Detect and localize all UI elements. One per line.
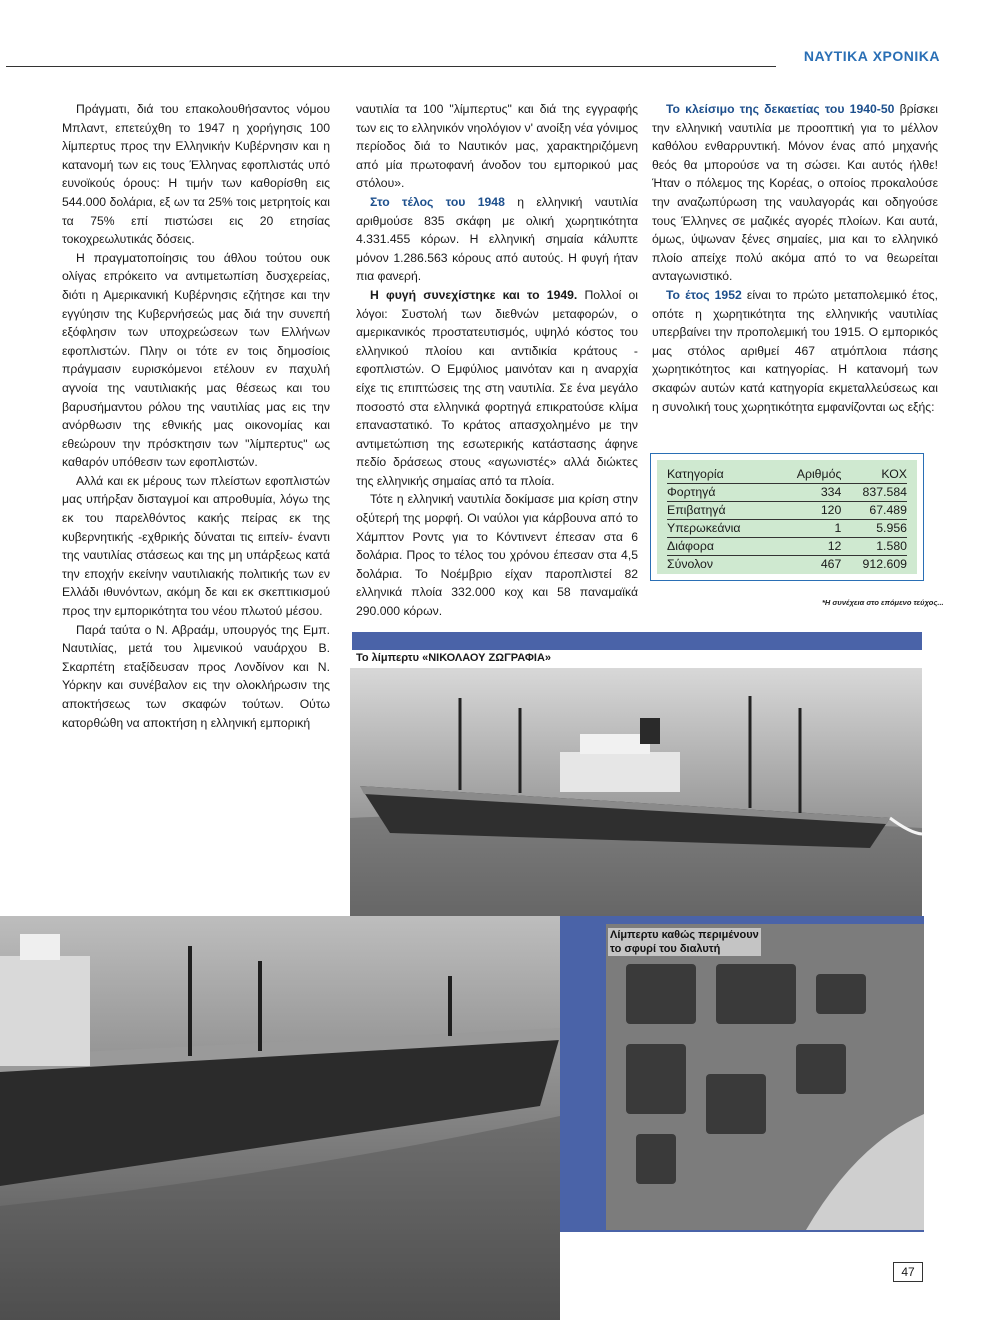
table-row [667,538,907,556]
table-row [667,520,907,538]
header-rule [6,66,776,67]
table-cell: Υπερωκεάνια [667,520,776,538]
table-cell: 912.609 [862,557,907,571]
table-cell: 5.956 [841,520,907,538]
paragraph: Η πραγματοποίησις του άθλου τούτου ουκ ολίγας επρόκειτο να αντιμετωπίση δυσχερείας, διότι η Αμερικανική Κυβέρνησις εζήτησε και την εγγύησιν της Κυβερνήσεώς μας διά την συνεπή εξόφλησιν των υποχρεώσεων των Ελλήνων εφοπλιστών. Πλην οι τότε εν τοις δημοσίοις πράγμασιν ευρισκόμενοι ετέλουν εν παχυλή αγνοία της ναυτιλιακής μας θέσεως και του βαρυσήμαντου ρόλου της ναυτιλίας μας εις την ανόρθωσιν της εθνικής μας οικονομίας και εθεώρουν την πρόσκτησιν των "λίμπερτυς" ως καθαρόν υπόθεσιν των εφοπλιστών. [62,250,330,470]
table-header: Κατηγορία [667,466,776,484]
paragraph: Τότε η ελληνική ναυτιλία δοκίμασε μια κρίση στην οξύτερή της μορφή. Οι ναύλοι για κάρβουνα από το Χάμπτον Ροντς για το Κόντινεντ έπεσαν στα 6 δολάρια. Προς το τέλος του χρόνου έπεσαν στα 4,5 δολάρια. Το Νοέμβριο είχαν παροπλιστεί 82 ελληνικά πλοία 332.000 κοχ και 58 παναμαϊκά 290.000 κόρων. [356,492,638,619]
table-cell: 12 [776,538,842,556]
table-cell: 1.580 [841,538,907,556]
photo-caption [608,928,761,956]
table-cell: 837.584 [841,484,907,502]
table-cell: Επιβατηγά [667,502,776,520]
paragraph: ναυτιλία τα 100 "λίμπερτυς" και διά της εγγραφής των εις το ελληνικόν νηολόγιον ν' ανοίξη νέα γόνιμος περίοδος διά το Ναυτικόν μας, χαρακτηριζόμενη από μία πρωτοφανή άνοδον του εμπορικού μας στόλου». [356,102,638,191]
table-header: ΚΟΧ [841,466,907,484]
table-cell: Φορτηγά [667,484,776,502]
photo-caption: Το λίμπερτυ «ΝΙΚΟΛΑΟΥ ΖΩΓΡΑΦΙΑ» [356,652,552,664]
table-cell: 120 [776,502,842,520]
paragraph-lead: Στο τέλος του 1948 [370,194,505,209]
column-3 [652,100,938,416]
column-2 [356,100,638,621]
paragraph-text: είναι το πρώτο μεταπολεμικό έτος, οπότε η χωρητικότητα της ελληνικής ναυτιλίας υπερβαίνει την προπολεμική του 1915. Ο εμπορικός μας στόλος αριθμεί 467 ατμόπλοια πάσης χωρητικότητος και κατηγορίας. Η κατανομή των σκαφών αυτών κατά κατηγορία εκμεταλλεύσεως και η συνολική τους χωρητικότητα εμφανίζονται ως εξής: [652,287,938,414]
table-cell: 67.489 [841,502,907,520]
paragraph [356,193,638,286]
aerial-photo-laid-up-ships [606,924,924,1230]
paragraph: Αλλά και εκ μέρους των πλείστων εφοπλιστών μας υπήρξαν δισταγμοί και απροθυμία, λόγω της εκ του παρελθόντος κακής πείρας εκ της κυβερνητικής -εχθρικής δύναται τις ειπείν- έναντι της ναυτιλίας στάσεως και της μη υπάρξεως κατά την εποχήν εκείνην ναυτιλιακής πολιτικής των εν Ελλάδι ιθυνόντων, ακόμη δε και εκ σκεπτικισμού προς την εμπορικότητα του νέου πλωτού μέσου. [62,473,330,619]
paragraph-lead: Το έτος 1952 [666,287,742,302]
table-cell: 334 [776,484,842,502]
caption-bar [352,632,922,650]
table-cell: 1 [776,520,842,538]
paragraph-lead: Η φυγή συνεχίστηκε και το 1949. [370,287,578,302]
ship-photo-nikolaou-zografia [350,668,922,916]
paragraph [652,100,938,286]
table-cell: Σύνολον [667,557,714,571]
paragraph [652,286,938,416]
paragraph: Παρά ταύτα ο Ν. Αβραάμ, υπουργός της Εμπ. Ναυτιλίας, μετά του λιμενικού ναυάρχου Β. Σκαρπέτη εταξίδευσαν προς Λονδίνον και Ν. Υόρκην και συνέβαλον εις την ολοκλήρωσιν της αποκτήσεως των σκαφών τούτων. Ούτω κατορθώθη να αποκτήση η ελληνική εμπορική [62,622,330,730]
fleet-table-box [650,453,924,581]
page-number: 47 [893,1262,923,1282]
fleet-table-panel [657,460,917,574]
table-row [667,556,907,574]
table-cell: 467 [820,557,842,571]
ship-photo-closeup [0,916,560,1320]
continued-note: *Η συνέχεια στο επόμενο τεύχος... [822,598,944,607]
paragraph-text: Πολλοί οι λόγοι: Συστολή των διεθνών μεταφορών, ο αμερικανικός προστατευτισμός, υψηλό κόστος του ελληνικού πλοίου και αντιδικία κράτους - εφοπλιστών. Ο Εμφύλιος μαινόταν και η αναρχία είχε τις επιπτώσεις της στη ναυτιλία. Σε ένα μεγάλο ποσοστό στα ελληνικά φορτηγά επικρατούσε κλίμα επαναστατικό. Το κράτος απασχολημένο με την αντιμετώπιση της εσωτερικής κατάστασης άφηνε πεδίο δράσεως στους «αγωνιστές» αλλά διώκτες της ελληνικής σημαίας από τα πλοία. [356,287,638,488]
paragraph-lead: Το κλείσιμο της δεκαετίας του 1940-50 [666,102,895,116]
table-header: Αριθμός [776,466,842,484]
paragraph [356,286,638,491]
caption-line: Λίμπερτυ καθώς περιμένουν [610,929,759,941]
paragraph: Πράγματι, διά του επακολουθήσαντος νόμου Μπλαντ, επετεύχθη το 1947 η χορήγησις 100 λίμπερτυς προς την Ελληνικήν Κυβέρνησιν και η κατανομή των εις τους Έλληνας εφοπλιστάς υπό ευνοϊκούς όρους: Η τιμήν των καθορίσθη εις 544.000 δολάρια, εξ ων τα 25% τοις μετρητοίς και τα 75% επί πιστώσει εις 20 ετησίας τοκοχρεωλυτικάς δόσεις. [62,102,330,247]
table-row [667,502,907,520]
table-row [667,484,907,502]
table-cell: Διάφορα [667,538,776,556]
paragraph-text: βρίσκει την ελληνική ναυτιλία με προοπτική για το μέλλον καθόλου ενθαρρυντική. Μόνον ένας από μηχανής θεός θα μπορούσε να τη σώσει. Και αυτός ήλθε! Ήταν ο πόλεμος της Κορέας, ο οποίος προκαλούσε την αναζωπύρωση της ναυλαγοράς και οδηγούσε τους Έλληνες σε μαζικές αγορές πλοίων. Και αυτά, όμως, ύψωναν ξένες σημαίες, μια και το ελληνικό πλοίο απείχε πολύ ακόμα από το να θεωρείται ανταγωνιστικό. [652,102,939,284]
fleet-table [667,466,907,573]
magazine-title: ΝΑΥΤΙΚΑ ΧΡΟΝΙΚΑ [803,48,940,64]
paragraph-text: η ελληνική ναυτιλία αριθμούσε 835 σκάφη με ολική χωρητικότητα 4.331.455 κόρων. Η ελληνική σημαία κάλυπτε μόνον 1.286.563 κόρους από αυτούς. Η φυγή ήταν πια φανερή. [356,194,638,284]
caption-line: το σφυρί του διαλυτή [610,943,721,955]
column-1 [62,100,330,732]
